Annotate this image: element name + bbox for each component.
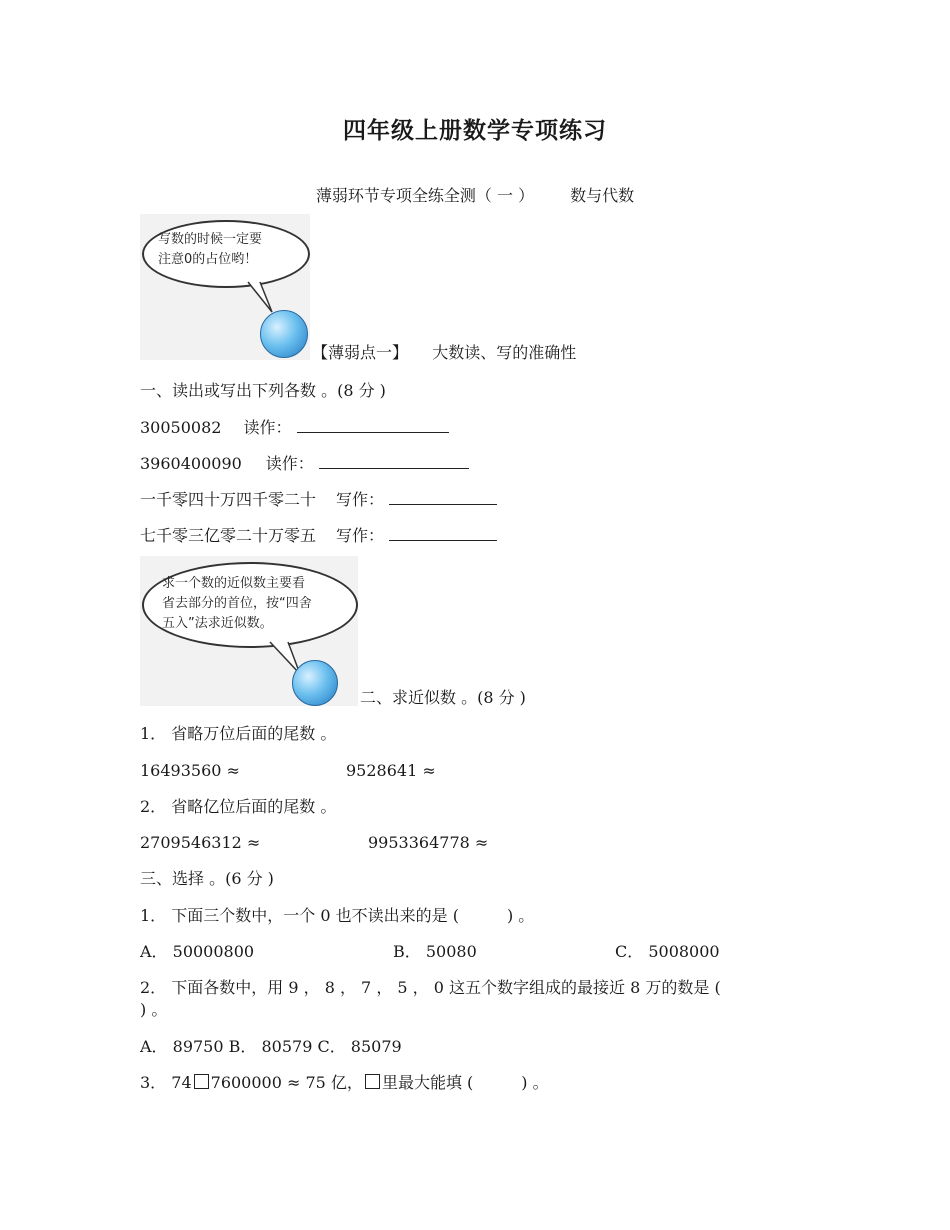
mascot-ball-icon — [292, 660, 338, 706]
section3-q2-line1: 2． 下面各数中，用 9 ， 8 ， 7 ， 5 ， 0 这五个数字组成的最接近 8 万的数是 ( — [140, 978, 721, 997]
item-label: 读作： — [265, 454, 314, 473]
speech-line: 五入”法求近似数。 — [162, 616, 273, 631]
item-number: 30050082 — [140, 418, 222, 437]
speech-line: 省去部分的首位，按“四舍 — [162, 596, 312, 611]
item-label: 写作： — [336, 490, 385, 509]
section2-q2: 2． 省略亿位后面的尾数 。 — [140, 797, 337, 816]
answer-blank[interactable] — [297, 416, 449, 433]
section3-q2-options: A． 89750 B． 80579 C． 85079 — [140, 1037, 402, 1056]
subtitle-right: 数与代数 — [570, 186, 635, 205]
section3-q2-line2: ) 。 — [140, 1000, 168, 1019]
answer-blank[interactable] — [319, 452, 469, 469]
section3-q1-option-c[interactable]: C． 5008000 — [615, 942, 720, 961]
cartoon-illustration-1 — [140, 214, 310, 360]
blank-box-icon — [365, 1074, 380, 1089]
blank-box-icon[interactable] — [194, 1074, 209, 1089]
item-label: 读作： — [243, 418, 292, 437]
item-number: 一千零四十万四千零二十 — [140, 490, 317, 509]
section3-q3 — [140, 1073, 549, 1093]
section2-q2-b: 9953364778 ≈ — [368, 833, 489, 852]
subtitle-left: 薄弱环节专项全练全测（ 一 ） — [315, 186, 535, 205]
item-number: 3960400090 — [140, 454, 242, 473]
speech-line: 求一个数的近似数主要看 — [162, 576, 306, 591]
section1-item — [140, 524, 497, 546]
section3-q1-option-b[interactable]: B． 50080 — [393, 942, 477, 961]
section1-item — [140, 488, 497, 510]
section2-q1-a: 16493560 ≈ — [140, 761, 240, 780]
cartoon-illustration-2 — [140, 556, 358, 706]
subtitle — [0, 183, 950, 206]
section2-heading: 二、求近似数 。(8 分 ) — [360, 688, 526, 707]
q3-prefix: 3． 74 — [140, 1073, 192, 1092]
section2-q1: 1． 省略万位后面的尾数 。 — [140, 724, 337, 743]
speech-line: 注意0的占位哟！ — [158, 252, 258, 267]
section1-heading: 一、读出或写出下列各数 。(8 分 ) — [140, 381, 386, 400]
weak-point-heading — [312, 343, 576, 363]
section3-heading: 三、选择 。(6 分 ) — [140, 869, 274, 888]
q3-middle: 7600000 ≈ 75 亿， — [210, 1073, 363, 1092]
section2-q2-a: 2709546312 ≈ — [140, 833, 261, 852]
item-number: 七千零三亿零二十万零五 — [140, 526, 317, 545]
answer-blank[interactable] — [389, 488, 497, 505]
page-title: 四年级上册数学专项练习 — [343, 117, 607, 144]
weak-point-topic: 大数读、写的准确性 — [432, 343, 577, 362]
weak-point-label: 【薄弱点一】 — [312, 343, 409, 362]
item-label: 写作： — [336, 526, 385, 545]
section3-q1-option-a[interactable]: A． 50000800 — [140, 942, 255, 961]
section1-item — [140, 416, 449, 438]
section1-item — [140, 452, 469, 474]
mascot-ball-icon — [260, 310, 308, 358]
speech-line: 写数的时候一定要 — [158, 232, 263, 247]
answer-blank[interactable] — [389, 524, 497, 541]
section2-q1-b: 9528641 ≈ — [346, 761, 436, 780]
section3-q1: 1． 下面三个数中，一个 0 也不读出来的是 ( ) 。 — [140, 906, 535, 925]
q3-tail: 里最大能填 ( ) 。 — [381, 1073, 549, 1092]
